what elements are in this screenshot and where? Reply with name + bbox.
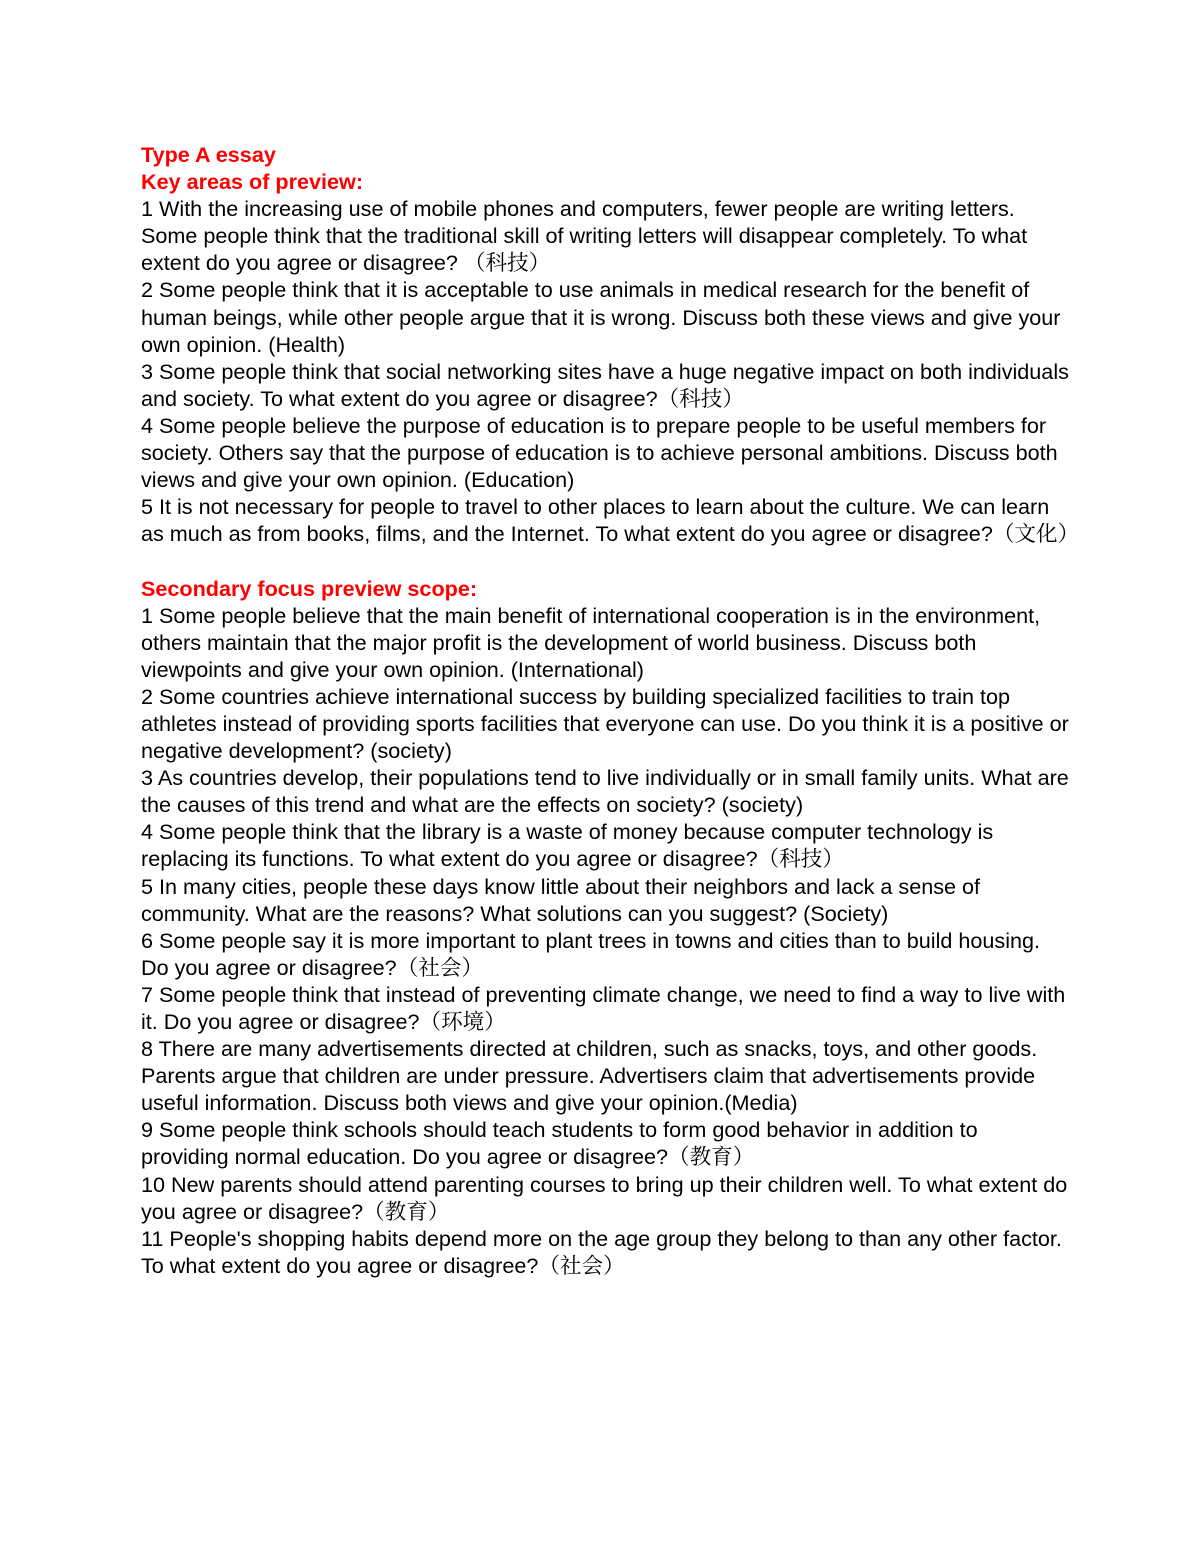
key-area-item-3: 3 Some people think that social networking sites have a huge negative impact on both individuals and society. To what extent do you agree or disagree?（科技） bbox=[141, 358, 1069, 411]
key-area-item-5: 5 It is not necessary for people to travel to other places to learn about the culture. We can learn as much as from books, films, and the Internet. To what extent do you agree or disagree?（文化） bbox=[141, 494, 1080, 547]
section-spacer bbox=[141, 547, 1071, 574]
secondary-item-4: 4 Some people think that the library is a waste of money because computer technology is replacing its functions. To what extent do you agree or disagree?（科技） bbox=[141, 819, 994, 872]
secondary-item-7: 7 Some people think that instead of preventing climate change, we need to find a way to live with it. Do you agree or disagree?（环境） bbox=[141, 981, 1066, 1034]
secondary-item-10: 10 New parents should attend parenting courses to bring up their children well. To what extent do you agree or disagree?（教育） bbox=[141, 1171, 1068, 1224]
key-area-item-4: 4 Some people believe the purpose of education is to prepare people to be useful members for society. Others say that the purpose of education is to achieve personal ambitions. Discuss both views and give your own opinion. (Education) bbox=[141, 412, 1058, 493]
key-area-item-1: 1 With the increasing use of mobile phones and computers, fewer people are writing letters. Some people think that the traditional skill of writing letters will disappear completely. To what extent do you agree or disagree? （科技） bbox=[141, 196, 1028, 276]
secondary-focus-section bbox=[141, 575, 1071, 1279]
key-areas-heading: Key areas of preview: bbox=[141, 169, 364, 195]
key-area-item-2: 2 Some people think that it is acceptable to use animals in medical research for the benefit of human beings, while other people argue that it is wrong. Discuss both these views and give your own opinion. (Health) bbox=[141, 277, 1061, 357]
secondary-item-5: 5 In many cities, people these days know little about their neighbors and lack a sense of community. What are the reasons? What solutions can you suggest? (Society) bbox=[141, 873, 981, 926]
secondary-item-8: 8 There are many advertisements directed at children, such as snacks, toys, and other goods. Parents argue that children are under pressure. Advertisers claim that advertisements provide useful information. Discuss both views and give your opinion.(Media) bbox=[141, 1036, 1038, 1116]
secondary-item-1: 1 Some people believe that the main benefit of international cooperation is in the environment, others maintain that the major profit is the development of world business. Discuss both viewpoints and give your own opinion. (International) bbox=[141, 602, 1041, 682]
secondary-item-6: 6 Some people say it is more important to plant trees in towns and cities than to build housing. Do you agree or disagree?（社会） bbox=[141, 927, 1041, 980]
secondary-focus-heading: Secondary focus preview scope: bbox=[141, 575, 478, 601]
secondary-item-9: 9 Some people think schools should teach students to form good behavior in addition to providing normal education. Do you agree or disagree?（教育） bbox=[141, 1117, 978, 1170]
secondary-item-3: 3 As countries develop, their populations tend to live individually or in small family units. What are the causes of this trend and what are the effects on society? (society) bbox=[141, 765, 1069, 818]
secondary-item-11: 11 People's shopping habits depend more on the age group they belong to than any other factor. To what extent do you agree or disagree?（社会） bbox=[141, 1225, 1062, 1278]
key-areas-section bbox=[141, 168, 1080, 547]
document-title: Type A essay bbox=[141, 142, 276, 167]
document-content bbox=[141, 141, 1080, 1279]
secondary-item-2: 2 Some countries achieve international success by building specialized facilities to train top athletes instead of providing sports facilities that everyone can use. Do you think it is a positive or negative development? (society) bbox=[141, 683, 1069, 764]
